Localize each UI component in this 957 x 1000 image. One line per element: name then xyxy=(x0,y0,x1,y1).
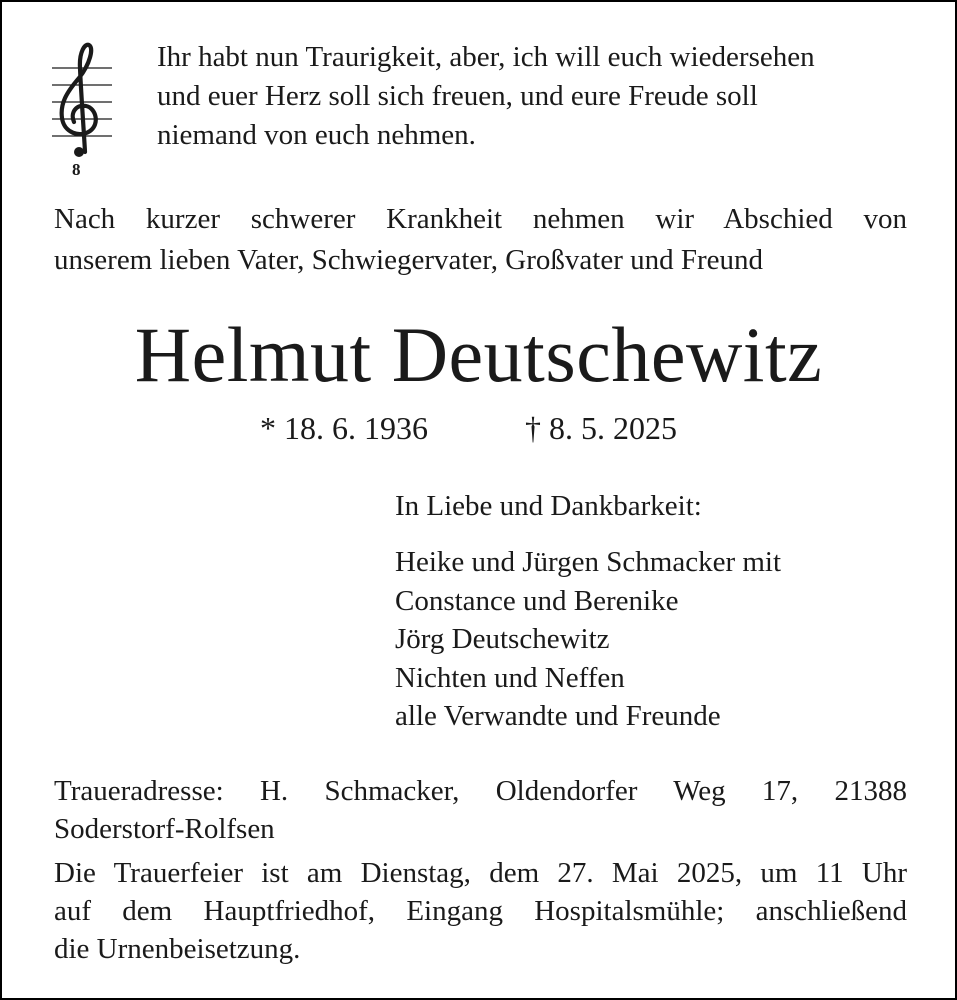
svg-text:8: 8 xyxy=(72,160,81,178)
death-date: † 8. 5. 2025 xyxy=(525,410,677,446)
address-line: Soderstorf-Rolfsen xyxy=(54,813,275,845)
ceremony-line: Die Trauerfeier ist am Dienstag, dem 27. Mai 2025, um 11 Uhr xyxy=(54,857,907,889)
closing-phrase: In Liebe und Dankbarkeit: xyxy=(395,490,702,522)
deceased-name: Helmut Deutschewitz xyxy=(134,311,823,398)
mourners-list xyxy=(395,543,781,736)
mourner-line: Jörg Deutschewitz xyxy=(395,623,610,655)
verse-line: niemand von euch nehmen. xyxy=(157,119,476,151)
bible-verse xyxy=(157,38,937,155)
address-line: Traueradresse: H. Schmacker, Oldendorfer Weg 17, 21388 xyxy=(54,775,907,807)
verse-line: und euer Herz soll sich freuen, und eure Freude soll xyxy=(157,80,758,112)
ceremony-line: die Urnenbeisetzung. xyxy=(54,933,301,965)
birth-date: * 18. 6. 1936 xyxy=(260,410,428,446)
funeral-details xyxy=(54,854,907,968)
mourning-address xyxy=(54,772,907,848)
ceremony-line: auf dem Hauptfriedhof, Eingang Hospitalsmühle; anschließend xyxy=(54,895,907,927)
mourner-line: alle Verwandte und Freunde xyxy=(395,700,721,732)
announcement-text xyxy=(54,199,907,281)
announcement-line: Nach kurzer schwerer Krankheit nehmen wir Abschied von xyxy=(54,203,907,235)
announcement-line: unserem lieben Vater, Schwiegervater, Großvater und Freund xyxy=(54,244,764,276)
mourner-line: Heike und Jürgen Schmacker mit xyxy=(395,546,782,578)
verse-line: Ihr habt nun Traurigkeit, aber, ich will euch wiedersehen xyxy=(157,41,815,73)
treble-clef-icon xyxy=(48,38,116,178)
mourner-line: Constance und Berenike xyxy=(395,584,679,617)
mourner-line: Nichten und Neffen xyxy=(395,661,625,694)
